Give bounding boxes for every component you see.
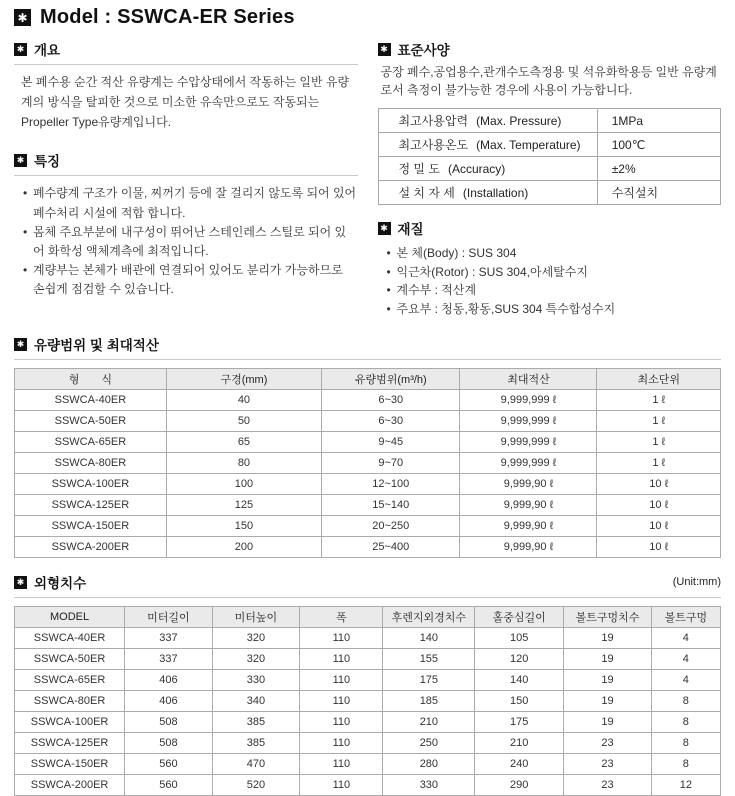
table-cell: 150	[166, 516, 321, 537]
table-cell: 560	[125, 754, 213, 775]
section-overview	[14, 39, 358, 132]
table-row	[15, 649, 721, 670]
material-item: • 익근차(Rotor) : SUS 304,아세탈수지	[387, 263, 722, 282]
asterisk-square-icon: ✱	[14, 43, 27, 56]
table-cell: 9,999,999 ℓ	[460, 411, 597, 432]
table-cell: 9,999,999 ℓ	[460, 390, 597, 411]
table-row	[378, 157, 721, 181]
overview-heading-row	[14, 39, 358, 59]
heading-divider	[14, 175, 358, 176]
table-cell: 406	[125, 670, 213, 691]
table-cell: 105	[475, 628, 564, 649]
table-cell: 406	[125, 691, 213, 712]
table-cell: 9~45	[322, 432, 460, 453]
table-row	[15, 712, 721, 733]
table-cell: 185	[383, 691, 475, 712]
overview-heading: 개요	[34, 43, 61, 58]
table-cell: 15~140	[322, 495, 460, 516]
table-cell: 385	[212, 712, 300, 733]
column-header: 후렌지외경치수	[383, 607, 475, 628]
column-header: 볼트구멍치수	[564, 607, 652, 628]
material-item: • 계수부 : 적산계	[387, 281, 722, 300]
table-cell: SSWCA-65ER	[15, 670, 125, 691]
table-cell: 110	[300, 754, 383, 775]
flow-range-heading-row	[14, 334, 721, 354]
asterisk-square-icon: ✱	[14, 576, 27, 589]
top-columns	[14, 39, 721, 318]
section-standard-spec	[378, 39, 722, 205]
asterisk-square-icon: ✱	[14, 338, 27, 351]
standard-spec-body: 공장 폐수,공업용수,관개수도측정용 및 석유화학용등 일반 유량계로서 측정이 불가능한 경우에 사용이 가능합니다.	[380, 65, 717, 97]
spec-label-en: (Max. Temperature)	[476, 138, 581, 152]
feature-item: • 폐수량계 구조가 이물, 찌꺼기 등에 잘 걸리지 않도록 되어 있어 폐수처리 시설에 적합 합니다.	[23, 184, 358, 222]
table-cell: 40	[166, 390, 321, 411]
unit-note: (Unit:mm)	[672, 576, 721, 589]
table-cell: 320	[212, 649, 300, 670]
table-cell: SSWCA-40ER	[15, 390, 167, 411]
table-cell: 320	[212, 628, 300, 649]
table-cell: 65	[166, 432, 321, 453]
right-column	[378, 39, 722, 318]
table-cell: 337	[125, 649, 213, 670]
heading-divider	[14, 359, 721, 360]
spec-label	[378, 133, 597, 157]
column-header: 구경(mm)	[166, 369, 321, 390]
table-cell: 110	[300, 691, 383, 712]
table-cell: 110	[300, 733, 383, 754]
feature-item: • 계량부는 본체가 배관에 연결되어 있어도 분리가 가능하므로 손쉽게 점검할 수 있습니다.	[23, 261, 358, 299]
features-heading: 특징	[34, 154, 61, 170]
table-row	[15, 474, 721, 495]
table-cell: 250	[383, 733, 475, 754]
table-cell: 50	[166, 411, 321, 432]
spec-label-kr: 최고사용압력	[398, 114, 469, 128]
table-cell: 8	[651, 712, 720, 733]
table-cell: SSWCA-100ER	[15, 474, 167, 495]
table-cell: 20~250	[322, 516, 460, 537]
table-row	[378, 133, 721, 157]
page-title: Model : SSWCA-ER Series	[40, 6, 295, 28]
table-cell: 9,999,90 ℓ	[460, 495, 597, 516]
left-column	[14, 39, 358, 318]
table-cell: SSWCA-125ER	[15, 495, 167, 516]
section-dimensions	[14, 572, 721, 796]
heading-divider	[14, 64, 358, 65]
column-header: MODEL	[15, 607, 125, 628]
table-cell: 10 ℓ	[597, 474, 721, 495]
table-cell: 19	[564, 670, 652, 691]
table-cell: 100	[166, 474, 321, 495]
flow-range-table	[14, 368, 721, 558]
section-material	[378, 218, 722, 318]
table-cell: 155	[383, 649, 475, 670]
table-cell: 1 ℓ	[597, 432, 721, 453]
dimensions-table	[14, 606, 721, 796]
table-row	[15, 754, 721, 775]
table-cell: SSWCA-65ER	[15, 432, 167, 453]
standard-spec-heading-row	[378, 39, 722, 59]
table-cell: SSWCA-50ER	[15, 649, 125, 670]
overview-body: 본 폐수용 순간 적산 유량계는 수압상태에서 작동하는 일반 유량계의 방식을 탈피한 것으로 미소한 유속만으로도 작동되는 Propeller Type유량계입니다.	[21, 75, 350, 129]
table-cell: 25~400	[322, 537, 460, 558]
table-row	[15, 516, 721, 537]
table-header-row	[15, 369, 721, 390]
column-header: 홀중심길이	[475, 607, 564, 628]
column-header: 유량범위(m³/h)	[322, 369, 460, 390]
column-header: 최대적산	[460, 369, 597, 390]
table-cell: 280	[383, 754, 475, 775]
table-cell: 4	[651, 649, 720, 670]
table-cell: 12~100	[322, 474, 460, 495]
spec-label-en: (Accuracy)	[447, 162, 506, 176]
table-cell: 9,999,90 ℓ	[460, 537, 597, 558]
table-cell: 4	[651, 670, 720, 691]
table-cell: SSWCA-40ER	[15, 628, 125, 649]
section-features	[14, 150, 358, 299]
asterisk-square-icon: ✱	[378, 43, 391, 56]
section-flow-range	[14, 334, 721, 558]
flow-range-heading: 유량범위 및 최대적산	[34, 338, 159, 354]
table-cell: 6~30	[322, 411, 460, 432]
spec-label-kr: 최고사용온도	[398, 138, 469, 152]
standard-spec-table	[378, 108, 722, 205]
table-cell: SSWCA-150ER	[15, 754, 125, 775]
table-cell: 210	[475, 733, 564, 754]
page-title-row	[14, 6, 721, 29]
table-cell: 240	[475, 754, 564, 775]
table-cell: 470	[212, 754, 300, 775]
table-cell: SSWCA-150ER	[15, 516, 167, 537]
material-heading-row	[378, 218, 722, 238]
table-cell: 520	[212, 775, 300, 796]
table-row	[15, 775, 721, 796]
material-item: • 본 체(Body) : SUS 304	[387, 244, 722, 263]
table-row	[15, 733, 721, 754]
table-cell: 340	[212, 691, 300, 712]
column-header: 볼트구멍	[651, 607, 720, 628]
table-cell: 110	[300, 775, 383, 796]
table-cell: SSWCA-50ER	[15, 411, 167, 432]
heading-divider	[14, 597, 721, 598]
table-cell: SSWCA-125ER	[15, 733, 125, 754]
table-cell: 1 ℓ	[597, 411, 721, 432]
table-cell: 10 ℓ	[597, 537, 721, 558]
table-cell: 19	[564, 712, 652, 733]
table-cell: 23	[564, 754, 652, 775]
table-cell: SSWCA-80ER	[15, 453, 167, 474]
table-cell: 210	[383, 712, 475, 733]
table-cell: 120	[475, 649, 564, 670]
dimensions-heading: 외형치수	[34, 576, 87, 592]
spec-label-en: (Installation)	[462, 186, 529, 200]
dimensions-heading-row	[14, 572, 721, 592]
column-header: 폭	[300, 607, 383, 628]
table-cell: 508	[125, 733, 213, 754]
table-row	[15, 495, 721, 516]
feature-item: • 몸체 주요부분에 내구성이 뛰어난 스테인레스 스틸로 되어 있어 화학성 액체계측에 최적입니다.	[23, 223, 358, 261]
spec-value: 100℃	[597, 133, 720, 157]
table-row	[15, 411, 721, 432]
table-header-row	[15, 607, 721, 628]
table-row	[15, 453, 721, 474]
table-cell: 1 ℓ	[597, 453, 721, 474]
column-header: 최소단위	[597, 369, 721, 390]
features-list	[14, 184, 358, 299]
table-cell: 8	[651, 754, 720, 775]
table-row	[15, 670, 721, 691]
table-row	[15, 432, 721, 453]
table-row	[378, 109, 721, 133]
spec-value: ±2%	[597, 157, 720, 181]
table-cell: 560	[125, 775, 213, 796]
table-cell: 337	[125, 628, 213, 649]
table-cell: SSWCA-200ER	[15, 775, 125, 796]
table-cell: 110	[300, 670, 383, 691]
table-cell: 508	[125, 712, 213, 733]
column-header: 미터길이	[125, 607, 213, 628]
table-row	[15, 628, 721, 649]
column-header: 형 식	[15, 369, 167, 390]
spec-label	[378, 181, 597, 205]
table-cell: 9,999,90 ℓ	[460, 474, 597, 495]
table-cell: 10 ℓ	[597, 516, 721, 537]
column-header: 미터높이	[212, 607, 300, 628]
table-cell: 19	[564, 649, 652, 670]
table-cell: 330	[212, 670, 300, 691]
table-cell: 330	[383, 775, 475, 796]
standard-spec-heading: 표준사양	[397, 43, 450, 58]
spec-label	[378, 157, 597, 181]
material-heading: 재질	[397, 222, 424, 237]
table-cell: 150	[475, 691, 564, 712]
table-cell: 19	[564, 628, 652, 649]
asterisk-square-icon: ✱	[14, 154, 27, 167]
table-cell: 12	[651, 775, 720, 796]
table-cell: 110	[300, 649, 383, 670]
material-list	[378, 244, 722, 318]
table-cell: 80	[166, 453, 321, 474]
table-cell: 125	[166, 495, 321, 516]
table-row	[15, 390, 721, 411]
table-cell: 385	[212, 733, 300, 754]
material-item: • 주요부 : 청동,황동,SUS 304 특수합성수지	[387, 300, 722, 319]
table-cell: 140	[383, 628, 475, 649]
table-cell: 10 ℓ	[597, 495, 721, 516]
table-cell: 6~30	[322, 390, 460, 411]
spec-label-kr: 정 밀 도	[398, 162, 440, 176]
table-cell: 9,999,999 ℓ	[460, 453, 597, 474]
asterisk-square-icon: ✱	[378, 222, 391, 235]
spec-label	[378, 109, 597, 133]
table-cell: 23	[564, 733, 652, 754]
features-heading-row	[14, 150, 358, 170]
table-cell: 8	[651, 691, 720, 712]
table-cell: 140	[475, 670, 564, 691]
table-cell: 19	[564, 691, 652, 712]
table-cell: SSWCA-80ER	[15, 691, 125, 712]
spec-value: 1MPa	[597, 109, 720, 133]
table-cell: 200	[166, 537, 321, 558]
table-cell: 110	[300, 712, 383, 733]
table-cell: 175	[383, 670, 475, 691]
table-cell: 9,999,999 ℓ	[460, 432, 597, 453]
table-row	[15, 691, 721, 712]
table-cell: 23	[564, 775, 652, 796]
table-cell: 1 ℓ	[597, 390, 721, 411]
table-cell: SSWCA-100ER	[15, 712, 125, 733]
table-cell: 9~70	[322, 453, 460, 474]
spec-label-en: (Max. Pressure)	[476, 114, 562, 128]
table-cell: 8	[651, 733, 720, 754]
spec-label-kr: 설 치 자 세	[398, 186, 455, 200]
table-row	[378, 181, 721, 205]
table-row	[15, 537, 721, 558]
asterisk-square-icon: ✱	[14, 9, 31, 26]
table-cell: 175	[475, 712, 564, 733]
table-cell: 4	[651, 628, 720, 649]
table-cell: SSWCA-200ER	[15, 537, 167, 558]
spec-value: 수직설치	[597, 181, 720, 205]
table-cell: 290	[475, 775, 564, 796]
table-cell: 110	[300, 628, 383, 649]
table-cell: 9,999,90 ℓ	[460, 516, 597, 537]
